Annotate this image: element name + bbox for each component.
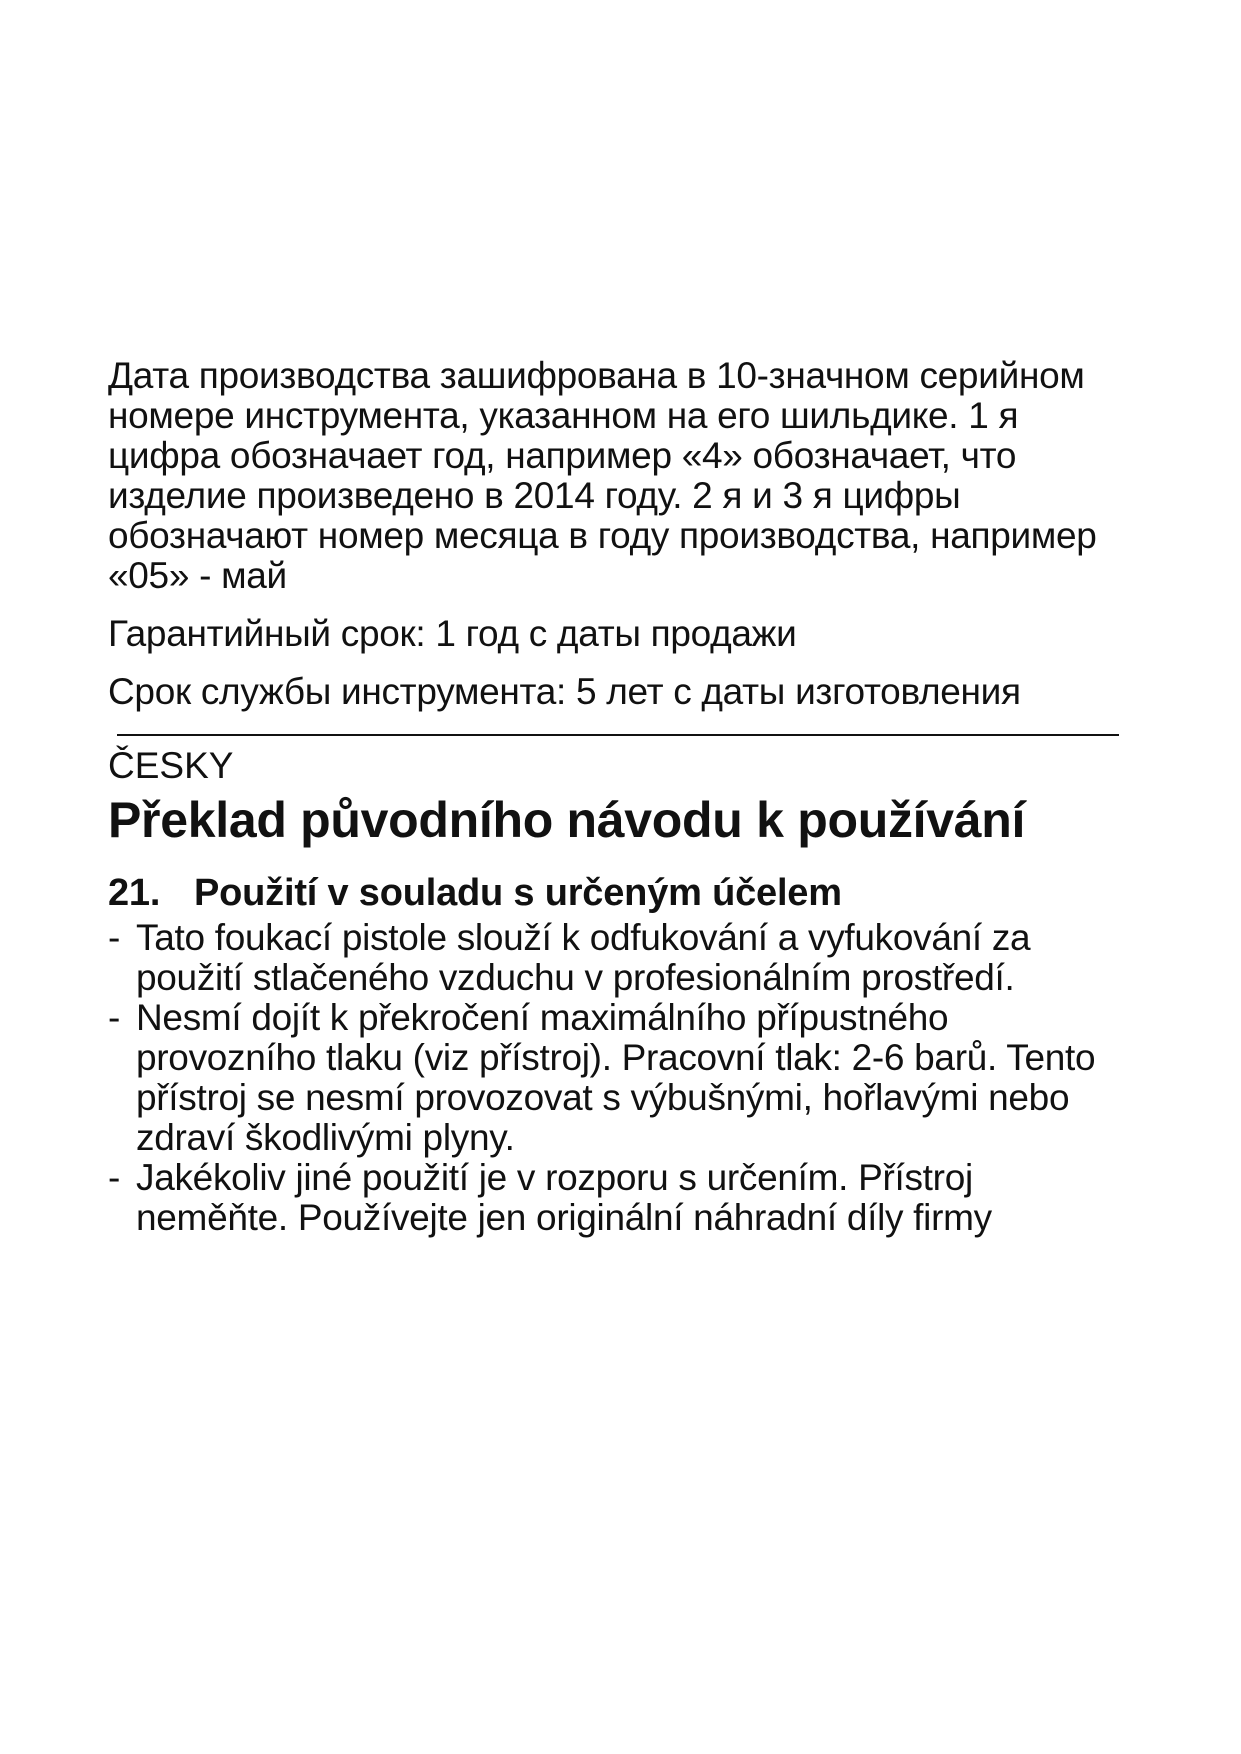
bullet-dash: -: [108, 997, 121, 1038]
list-item: [108, 998, 1128, 1158]
ru-warranty-paragraph: Гарантийный срок: 1 год с даты продажи: [108, 613, 797, 654]
ru-production-date-paragraph: Дата производства зашифрована в 10-значном серийном номере инструмента, указанном на его шильдике. 1 я цифра обозначает год, например «4» обозначает, что изделие произведено в 2014 году. 2 я и 3 я цифры обозначают номер месяца в году производства, например «05» - май: [108, 355, 1097, 596]
list-item: [108, 1158, 1128, 1238]
page-content: [108, 356, 1128, 1238]
list-item-text: Jakékoliv jiné použití je v rozporu s určením. Přístroj neměňte. Používejte jen originální náhradní díly firmy: [136, 1157, 992, 1238]
language-label: ČESKY: [108, 745, 234, 786]
bullet-dash: -: [108, 1157, 121, 1198]
list-item-text: Tato foukací pistole slouží k odfukování a vyfukování za použití stlačeného vzduchu v profesionálním prostředí.: [136, 917, 1031, 998]
section-number: 21.: [108, 872, 161, 914]
bullet-dash: -: [108, 917, 121, 958]
ru-service-life-paragraph: Срок службы инструмента: 5 лет с даты изготовления: [108, 671, 1021, 712]
list-item: [108, 918, 1128, 998]
bullet-list: [108, 918, 1128, 1238]
section-heading: [108, 872, 1128, 914]
list-item-text: Nesmí dojít k překročení maximálního přípustného provozního tlaku (viz přístroj). Pracovní tlak: 2-6 barů. Tento přístroj se nesmí provozovat s výbušnými, hořlavými nebo zdraví škodlivými plyny.: [136, 997, 1096, 1158]
section-divider: [117, 734, 1119, 736]
section-title: Použití v souladu s určeným účelem: [194, 872, 842, 914]
page-title: Překlad původního návodu k používání: [108, 792, 1026, 848]
